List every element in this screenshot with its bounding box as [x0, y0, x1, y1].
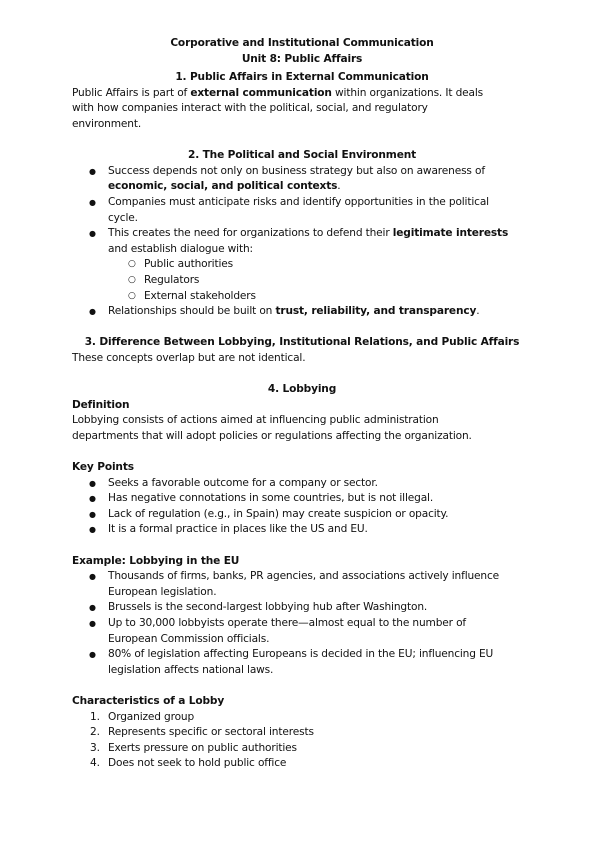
- text-line: ● Companies must anticipate risks and identify opportunities in the political: [108, 195, 489, 208]
- section-2-heading: 2. The Political and Social Environment: [187, 149, 417, 162]
- key-points-heading: Key Points: [72, 461, 134, 474]
- bold-text: trust, reliability, and transparency: [275, 305, 477, 318]
- list-item: [72, 164, 532, 195]
- list-item: ● It is a formal practice in places like the US and EU.: [72, 522, 532, 538]
- text-run: This creates the need for organizations to defend their: [108, 227, 393, 240]
- text-run: Public Affairs is part of: [72, 86, 191, 99]
- numbered-item: [72, 710, 532, 726]
- list-item: [72, 616, 532, 647]
- characteristics-heading: Characteristics of a Lobby: [72, 694, 225, 707]
- text-line: ● 80% of legislation affecting Europeans is decided in the EU; influencing EU: [108, 648, 494, 661]
- sub-list-item: ○ External stakeholders: [72, 289, 532, 305]
- list-item: [72, 304, 532, 320]
- text-line: ● Success depends not only on business strategy but also on awareness of: [108, 164, 485, 177]
- eu-example-heading: Example: Lobbying in the EU: [72, 554, 240, 567]
- text-line: European Commission officials.: [108, 632, 270, 645]
- item-number: 4.: [90, 757, 100, 770]
- document-subtitle: Unit 8: Public Affairs: [241, 52, 363, 65]
- item-number: 3.: [90, 741, 100, 754]
- document-page: [72, 36, 532, 772]
- text-line: European legislation.: [108, 585, 217, 598]
- section-1-heading: 1. Public Affairs in External Communication: [175, 71, 429, 84]
- text-line: ● Thousands of firms, banks, PR agencies, and associations actively influence: [108, 570, 500, 583]
- bold-text: economic, social, and political contexts: [108, 180, 338, 193]
- text-run: .: [476, 305, 480, 318]
- list-item: ● Has negative connotations in some countries, but is not illegal.: [72, 491, 532, 507]
- section-3-heading: 3. Difference Between Lobbying, Institutional Relations, and Public Affairs: [84, 336, 520, 349]
- characteristics-list: [72, 710, 532, 772]
- list-item: [72, 226, 532, 257]
- list-item: ● Seeks a favorable outcome for a company or sector.: [72, 476, 532, 492]
- text-run: Relationships should be built on: [108, 305, 276, 318]
- text-line: and establish dialogue with:: [108, 242, 253, 255]
- text-line: cycle.: [108, 211, 138, 224]
- item-text: Does not seek to hold public office: [108, 757, 287, 770]
- definition-line: Lobbying consists of actions aimed at influencing public administration: [72, 414, 439, 427]
- text-run: within organizations. It deals: [331, 86, 484, 99]
- section-4-heading: 4. Lobbying: [267, 383, 337, 396]
- section-1-paragraph: [72, 86, 532, 133]
- text-line: environment.: [72, 117, 142, 130]
- definition-heading: Definition: [72, 398, 130, 411]
- text-line: ● Up to 30,000 lobbyists operate there—almost equal to the number of: [108, 616, 466, 629]
- section-3-text: These concepts overlap but are not identical.: [72, 351, 306, 364]
- sub-list-item: ○ Public authorities: [72, 257, 532, 273]
- item-text: Organized group: [108, 710, 195, 723]
- sub-list-item: ○ Regulators: [72, 273, 532, 289]
- text-line: legislation affects national laws.: [108, 663, 274, 676]
- numbered-item: [72, 741, 532, 757]
- text-line: with how companies interact with the political, social, and regulatory: [72, 102, 428, 115]
- list-item: ● Lack of regulation (e.g., in Spain) may create suspicion or opacity.: [72, 507, 532, 523]
- text-run: .: [337, 180, 341, 193]
- definition-line: departments that will adopt policies or regulations affecting the organization.: [72, 429, 472, 442]
- item-text: Represents specific or sectoral interests: [108, 726, 314, 739]
- numbered-item: [72, 725, 532, 741]
- key-points-list: [72, 476, 532, 538]
- section-2-list: [72, 164, 532, 320]
- numbered-item: [72, 756, 532, 772]
- list-item: ● Brussels is the second-largest lobbying hub after Washington.: [72, 600, 532, 616]
- item-number: 1.: [90, 710, 100, 723]
- item-number: 2.: [90, 726, 100, 739]
- list-item: [72, 569, 532, 600]
- bold-text: external communication: [190, 86, 332, 99]
- document-title: Corporative and Institutional Communication: [170, 37, 434, 49]
- item-text: Exerts pressure on public authorities: [108, 741, 297, 754]
- list-item: [72, 647, 532, 678]
- list-item: [72, 195, 532, 226]
- bold-text: legitimate interests: [392, 227, 509, 240]
- eu-example-list: [72, 569, 532, 678]
